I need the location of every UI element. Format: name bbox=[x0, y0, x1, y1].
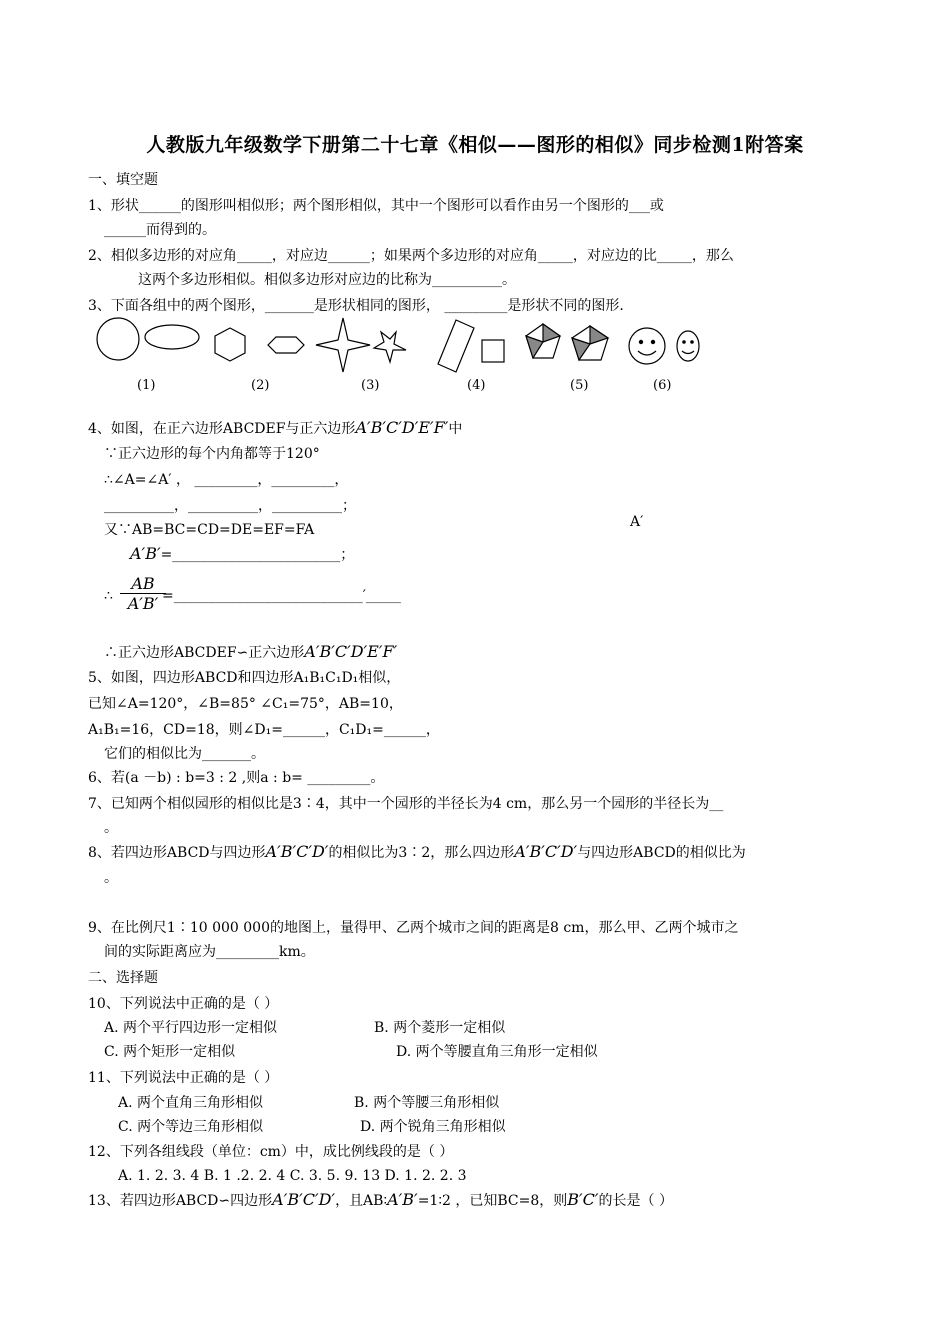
question-10-option-b: B. 两个菱形一定相似 bbox=[374, 1020, 506, 1036]
q8-text-mid: 的相似比为3∶2，那么四边形 bbox=[328, 845, 515, 861]
q13-math-1: A′B′C′D′ bbox=[272, 1190, 336, 1209]
question-4-line-6 bbox=[130, 544, 354, 565]
question-10-option-d: D. 两个等腰直角三角形一定相似 bbox=[396, 1044, 598, 1060]
figure-label-2: (2) bbox=[251, 378, 270, 393]
question-11: 11、下列说法中正确的是（ ） bbox=[88, 1070, 279, 1086]
q4-text-end: 中 bbox=[448, 421, 463, 437]
q13-math-2: A′B′ bbox=[387, 1190, 418, 1209]
question-1-line-2: ______而得到的。 bbox=[104, 222, 216, 238]
question-10-option-a: A. 两个平行四边形一定相似 bbox=[104, 1020, 278, 1036]
q13-text-end: 的长是（ ） bbox=[598, 1193, 673, 1209]
q4-conclusion-math: A′B′C′D′E′F′ bbox=[304, 642, 398, 661]
question-4-ratio-blank: =___________________________′_____ bbox=[162, 588, 401, 604]
question-4-line-3: ∴∠A=∠A′ ， _________，_________， bbox=[104, 472, 349, 488]
question-5-line-1: 5、如图，四边形ABCD和四边形A₁B₁C₁D₁相似， bbox=[88, 670, 401, 686]
question-4-line-5: 又∵AB=BC=CD=DE=EF=FA bbox=[104, 522, 315, 538]
question-8-line-1 bbox=[88, 842, 746, 863]
q13-text: 13、若四边形ABCD∽四边形 bbox=[88, 1193, 273, 1209]
question-8-line-2: 。 bbox=[104, 870, 118, 886]
q8-text-end: 与四边形ABCD的相似比为 bbox=[577, 845, 746, 861]
fraction-denominator: A′B′ bbox=[127, 594, 159, 613]
figure-2-hexagons bbox=[215, 328, 304, 361]
question-3: 3、下面各组中的两个图形，_______是形状相同的图形， _________是形状不同的图形. bbox=[88, 298, 624, 314]
figure-label-3: (3) bbox=[361, 378, 380, 393]
q8-math-1: A′B′C′D′ bbox=[265, 842, 329, 861]
question-2-line-2: 这两个多边形相似。相似多边形对应边的比称为__________。 bbox=[138, 272, 516, 288]
page-title: 人教版九年级数学下册第二十七章《相似——图形的相似》同步检测1附答案 bbox=[146, 134, 804, 156]
figure-3-stars bbox=[316, 318, 406, 372]
question-11-option-b: B. 两个等腰三角形相似 bbox=[354, 1095, 500, 1111]
section-fill-blank: 一、填空题 bbox=[88, 172, 158, 188]
figure-5-pentagons bbox=[526, 324, 608, 360]
question-6: 6、若(a －b) : b=3 : 2 ,则a : b= _________。 bbox=[88, 770, 385, 786]
q4-math-hexagon: A′B′C′D′E′F′ bbox=[355, 418, 449, 437]
section-multiple-choice: 二、选择题 bbox=[88, 970, 158, 986]
question-10-option-c: C. 两个矩形一定相似 bbox=[104, 1044, 236, 1060]
question-11-option-a: A. 两个直角三角形相似 bbox=[118, 1095, 264, 1111]
figure-label-6: (6) bbox=[653, 378, 672, 393]
question-5-line-2: 已知∠A=120°，∠B=85° ∠C₁=75°，AB=10， bbox=[88, 696, 403, 712]
question-7-line-2: 。 bbox=[104, 820, 118, 836]
question-12: 12、下列各组线段（单位：cm）中，成比例线段的是（ ） bbox=[88, 1144, 454, 1160]
q13-text-mid-1: ，且AB∶ bbox=[335, 1193, 388, 1209]
q4-text: 4、如图，在正六边形ABCDEF与正六边形 bbox=[88, 421, 356, 437]
figure-label-5: (5) bbox=[570, 378, 589, 393]
figure-label-1: (1) bbox=[137, 378, 156, 393]
question-4-line-4: __________，__________，__________； bbox=[104, 498, 356, 514]
question-4-therefore: ∴ bbox=[104, 588, 113, 604]
q8-text: 8、若四边形ABCD与四边形 bbox=[88, 845, 266, 861]
fraction-numerator: AB bbox=[120, 574, 166, 594]
figure-1-circle-ellipse bbox=[97, 318, 199, 360]
q13-text-mid-2: =1∶2 ，已知BC=8，则 bbox=[417, 1193, 568, 1209]
question-11-option-d: D. 两个锐角三角形相似 bbox=[360, 1119, 506, 1135]
q4-conclusion-text: ∴正六边形ABCDEF∽正六边形 bbox=[104, 645, 305, 661]
figure-label-a-prime: A′ bbox=[630, 514, 644, 530]
question-5-line-4: 它们的相似比为_______。 bbox=[104, 746, 265, 762]
question-12-options: A. 1. 2. 3. 4 B. 1 .2. 2. 4 C. 3. 5. 9. 13 D. 1. 2. 2. 3 bbox=[118, 1168, 467, 1184]
question-11-option-c: C. 两个等边三角形相似 bbox=[118, 1119, 264, 1135]
question-9-line-2: 间的实际距离应为_________km。 bbox=[104, 944, 315, 960]
question-13 bbox=[88, 1190, 673, 1211]
q8-math-2: A′B′C′D′ bbox=[514, 842, 578, 861]
q4-blank: =________________________； bbox=[160, 547, 355, 563]
question-4-line-1 bbox=[88, 418, 462, 439]
question-1-line-1: 1、形状______的图形叫相似形；两个图形相似，其中一个图形可以看作由另一个图形的___或 bbox=[88, 198, 664, 214]
figure-4-rectangles bbox=[438, 320, 504, 372]
ratio-fraction bbox=[120, 574, 166, 613]
question-5-line-3: A₁B₁=16，CD=18，则∠D₁=______，C₁D₁=______， bbox=[88, 722, 440, 738]
question-4-line-2: ∵正六边形的每个内角都等于120° bbox=[104, 446, 320, 462]
question-10: 10、下列说法中正确的是（ ） bbox=[88, 996, 279, 1012]
shapes-figure bbox=[90, 312, 710, 402]
q4-math-ab-prime: A′B′ bbox=[130, 544, 161, 563]
figure-6-smiley-faces bbox=[629, 328, 699, 364]
question-7-line-1: 7、已知两个相似园形的相似比是3∶4，其中一个园形的半径长为4 cm，那么另一个园形的半径长为__ bbox=[88, 796, 724, 812]
figure-label-4: (4) bbox=[467, 378, 486, 393]
question-9-line-1: 9、在比例尺1∶10 000 000的地图上，量得甲、乙两个城市之间的距离是8 cm，那么甲、乙两个城市之 bbox=[88, 920, 739, 936]
question-2-line-1: 2、相似多边形的对应角_____，对应边______；如果两个多边形的对应角_____，对应边的比_____，那么 bbox=[88, 248, 734, 264]
q13-math-3: B′C′ bbox=[567, 1190, 599, 1209]
question-4-conclusion bbox=[104, 642, 397, 663]
